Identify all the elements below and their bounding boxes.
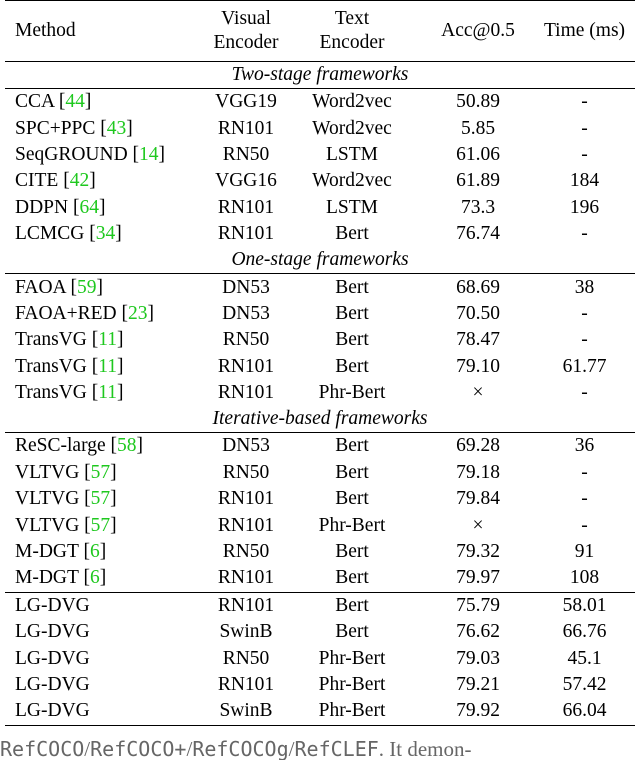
method-cell: M-DGT [6]: [15, 541, 107, 563]
method-cell: LG-DVG: [15, 647, 90, 669]
table-row: [5, 354, 635, 380]
method-cell: CCA [44]: [15, 91, 92, 113]
table-row: [5, 168, 635, 194]
method-name: VLTVG: [15, 461, 80, 483]
section-header-row: [5, 406, 635, 433]
time-cell: 61.77: [562, 355, 607, 377]
table-row: [5, 512, 635, 538]
time-cell: -: [581, 91, 588, 113]
text-encoder-cell: Bert: [335, 329, 369, 351]
header-time: Time (ms): [534, 1, 635, 62]
acc-cell: 70.50: [456, 302, 500, 324]
visual-encoder-cell: RN50: [222, 647, 270, 669]
trailing-body-text-line: [0, 737, 472, 760]
acc-cell: 76.74: [456, 223, 500, 245]
time-cell: -: [581, 382, 588, 404]
method-cell: DDPN [64]: [15, 196, 106, 218]
text-encoder-cell: Bert: [335, 621, 369, 643]
trailing-sentence: . It demon-: [378, 737, 472, 760]
text-encoder-cell: Phr-Bert: [318, 674, 386, 695]
method-name: VLTVG: [15, 514, 80, 536]
visual-encoder-cell: RN50: [222, 143, 270, 165]
method-cell: LCMCG [34]: [15, 223, 122, 245]
citation-link[interactable]: 11: [98, 329, 118, 351]
table-row: [5, 486, 635, 512]
text-encoder-cell: Phr-Bert: [282, 698, 422, 725]
acc-cell: 73.3: [460, 196, 496, 218]
method-name: TransVG: [15, 355, 87, 377]
method-name: TransVG: [15, 382, 87, 404]
method-cell: LG-DVG: [15, 674, 90, 695]
time-cell: 184: [569, 170, 600, 192]
visual-encoder-cell: SwinB: [210, 698, 282, 725]
trailing-body-text: [0, 736, 640, 760]
table-row: [5, 380, 635, 406]
time-cell: -: [581, 514, 588, 536]
table-header-row: [5, 1, 635, 62]
text-encoder-cell: Bert: [335, 223, 369, 245]
dataset-name: RefCLEF: [294, 737, 379, 760]
time-cell: 57.42: [562, 674, 607, 695]
time-cell: -: [581, 117, 588, 139]
visual-encoder-cell: RN101: [217, 223, 275, 245]
acc-cell: 5.85: [460, 117, 496, 139]
time-cell: 91: [574, 541, 595, 563]
visual-encoder-cell: RN101: [217, 674, 275, 695]
method-cell: SeqGROUND [14]: [15, 143, 166, 165]
visual-encoder-cell: RN101: [217, 382, 275, 404]
text-encoder-cell: Bert: [282, 592, 422, 619]
method-name: LCMCG: [15, 223, 85, 245]
table-body: [5, 62, 635, 593]
section-title: Iterative-based frameworks: [5, 406, 635, 433]
method-cell: TransVG [11]: [15, 355, 124, 377]
acc-cell: 69.28: [456, 435, 500, 457]
citation-link[interactable]: 11: [98, 382, 118, 404]
visual-encoder-cell: VGG19: [215, 91, 277, 113]
acc-cell: 76.62: [456, 621, 500, 643]
method-name: ReSC-large: [15, 435, 106, 457]
acc-cell: 68.69: [456, 276, 500, 298]
text-encoder-cell: Word2vec: [312, 170, 392, 192]
method-name: DDPN: [15, 196, 69, 218]
acc-cell: 61.06: [456, 143, 500, 165]
citation-link[interactable]: 59: [76, 276, 97, 298]
table-row: [5, 327, 635, 353]
table-row: [5, 619, 635, 645]
visual-encoder-cell: DN53: [222, 276, 270, 298]
citation-link[interactable]: 11: [98, 355, 118, 377]
text-encoder-cell: Word2vec: [312, 91, 392, 113]
text-encoder-cell: LSTM: [325, 196, 378, 218]
citation-link[interactable]: 64: [79, 196, 99, 218]
visual-encoder-cell: RN50: [222, 329, 270, 351]
citation-link[interactable]: 6: [89, 541, 100, 563]
text-encoder-cell: Phr-Bert: [318, 647, 386, 669]
citation-link[interactable]: 57: [90, 514, 111, 536]
visual-encoder-cell: RN101: [217, 514, 275, 536]
citation-link[interactable]: 34: [95, 223, 116, 245]
table-row: [5, 142, 635, 168]
citation-link[interactable]: 43: [106, 117, 127, 139]
time-cell: -: [581, 488, 588, 510]
visual-encoder-cell: RN50: [222, 541, 270, 563]
visual-encoder-cell: RN101: [217, 355, 275, 377]
text-encoder-cell: Bert: [335, 276, 369, 298]
method-cell: VLTVG [57]: [15, 461, 117, 483]
dataset-name: RefCOCO: [0, 737, 85, 760]
time-cell: 66.04: [534, 698, 635, 725]
citation-link[interactable]: 58: [117, 435, 137, 457]
time-cell: 108: [569, 567, 600, 589]
results-table: [5, 0, 635, 726]
method-cell: SPC+PPC [43]: [15, 117, 133, 139]
time-cell: -: [581, 143, 588, 165]
text-encoder-cell: Bert: [335, 435, 369, 457]
citation-link[interactable]: 14: [139, 143, 159, 165]
section-header-row: [5, 62, 635, 89]
text-encoder-cell: Bert: [335, 461, 369, 483]
separator: /: [186, 737, 193, 760]
citation-link[interactable]: 57: [90, 488, 111, 510]
acc-cell: 79.84: [456, 488, 500, 510]
method-cell: CITE [42]: [15, 170, 96, 192]
header-text-line1: Text: [334, 8, 370, 29]
header-visual-line1: Visual: [221, 8, 271, 29]
acc-cell: 79.10: [456, 355, 500, 377]
method-cell: TransVG [11]: [15, 329, 124, 351]
table-row: [5, 301, 635, 327]
acc-cell: 79.92: [422, 698, 534, 725]
dataset-name: RefCOCOg: [192, 737, 289, 760]
method-cell: FAOA+RED [23]: [15, 302, 155, 324]
method-cell: LG-DVG: [5, 698, 210, 725]
time-cell: 58.01: [534, 592, 635, 619]
acc-cell: 79.21: [456, 674, 500, 695]
method-cell: VLTVG [57]: [15, 488, 117, 510]
method-name: M-DGT: [15, 567, 79, 589]
header-text-encoder: [282, 1, 422, 62]
header-method: Method: [5, 1, 210, 62]
citation-link[interactable]: 42: [69, 170, 90, 192]
acc-cell: 79.32: [456, 541, 500, 563]
visual-encoder-cell: DN53: [222, 302, 270, 324]
time-cell: 45.1: [567, 647, 602, 669]
method-name: TransVG: [15, 329, 87, 351]
visual-encoder-cell: RN101: [210, 592, 282, 619]
method-name: SPC+PPC: [15, 117, 96, 139]
acc-cell: 79.18: [456, 461, 500, 483]
acc-cell: ×: [472, 514, 484, 536]
text-encoder-cell: Phr-Bert: [318, 382, 386, 404]
text-encoder-cell: Phr-Bert: [318, 514, 386, 536]
text-encoder-cell: Bert: [335, 541, 369, 563]
header-visual-line2: Encoder: [213, 32, 279, 53]
visual-encoder-cell: RN101: [217, 196, 275, 218]
time-cell: -: [581, 461, 588, 483]
citation-link[interactable]: 6: [89, 567, 100, 589]
method-name: SeqGROUND: [15, 143, 128, 165]
time-cell: 66.76: [562, 621, 607, 643]
table-row: [5, 274, 635, 301]
acc-cell: 79.03: [456, 647, 500, 669]
table-row: [5, 539, 635, 565]
table-row: [5, 115, 635, 141]
citation-link[interactable]: 23: [128, 302, 148, 324]
method-cell: LG-DVG: [5, 592, 210, 619]
method-name: FAOA+RED: [15, 302, 117, 324]
method-name: VLTVG: [15, 488, 80, 510]
text-encoder-cell: Bert: [335, 567, 369, 589]
section-header-row: [5, 247, 635, 274]
table-row: [5, 565, 635, 592]
table-row: [5, 645, 635, 671]
method-name: CITE: [15, 170, 59, 192]
acc-cell: 78.47: [456, 329, 500, 351]
table-row: [5, 433, 635, 460]
method-cell: M-DGT [6]: [15, 567, 107, 589]
citation-link[interactable]: 57: [90, 461, 111, 483]
separator: /: [84, 737, 91, 760]
acc-cell: 79.97: [456, 567, 500, 589]
time-cell: 196: [569, 196, 600, 218]
header-acc: Acc@0.5: [422, 1, 534, 62]
method-cell: FAOA [59]: [15, 276, 103, 298]
acc-cell: 61.89: [456, 170, 500, 192]
visual-encoder-cell: RN50: [222, 461, 270, 483]
method-name: CCA: [15, 91, 55, 113]
acc-cell: 50.89: [456, 91, 500, 113]
time-cell: -: [581, 329, 588, 351]
dataset-name: RefCOCO+: [90, 737, 187, 760]
visual-encoder-cell: SwinB: [219, 621, 273, 643]
text-encoder-cell: Bert: [335, 302, 369, 324]
visual-encoder-cell: DN53: [222, 435, 270, 457]
separator: /: [288, 737, 295, 760]
visual-encoder-cell: RN101: [217, 488, 275, 510]
table-row: [5, 195, 635, 221]
text-encoder-cell: Word2vec: [312, 117, 392, 139]
text-encoder-cell: Bert: [335, 355, 369, 377]
time-cell: 36: [574, 435, 595, 457]
method-cell: LG-DVG: [15, 621, 90, 643]
acc-cell: 75.79: [422, 592, 534, 619]
section-title: One-stage frameworks: [5, 247, 635, 274]
table-row: [5, 592, 635, 619]
table-row: [5, 460, 635, 486]
method-cell: VLTVG [57]: [15, 514, 117, 536]
header-visual-encoder: [210, 1, 282, 62]
method-cell: ReSC-large [58]: [15, 435, 144, 457]
table-row: [5, 221, 635, 247]
text-encoder-cell: Bert: [335, 488, 369, 510]
citation-link[interactable]: 44: [65, 91, 85, 113]
table-row: [5, 672, 635, 698]
method-name: FAOA: [15, 276, 66, 298]
time-cell: 38: [574, 276, 595, 298]
acc-cell: ×: [472, 382, 484, 404]
table-body-ours: [5, 592, 635, 725]
visual-encoder-cell: RN101: [217, 567, 275, 589]
visual-encoder-cell: RN101: [217, 117, 275, 139]
method-name: M-DGT: [15, 541, 79, 563]
header-text-line2: Encoder: [319, 32, 385, 53]
table-row: [5, 698, 635, 725]
time-cell: -: [581, 223, 588, 245]
table-row: [5, 89, 635, 116]
time-cell: -: [581, 302, 588, 324]
visual-encoder-cell: VGG16: [215, 170, 277, 192]
section-title: Two-stage frameworks: [5, 62, 635, 89]
text-encoder-cell: LSTM: [325, 143, 378, 165]
method-cell: TransVG [11]: [15, 382, 124, 404]
